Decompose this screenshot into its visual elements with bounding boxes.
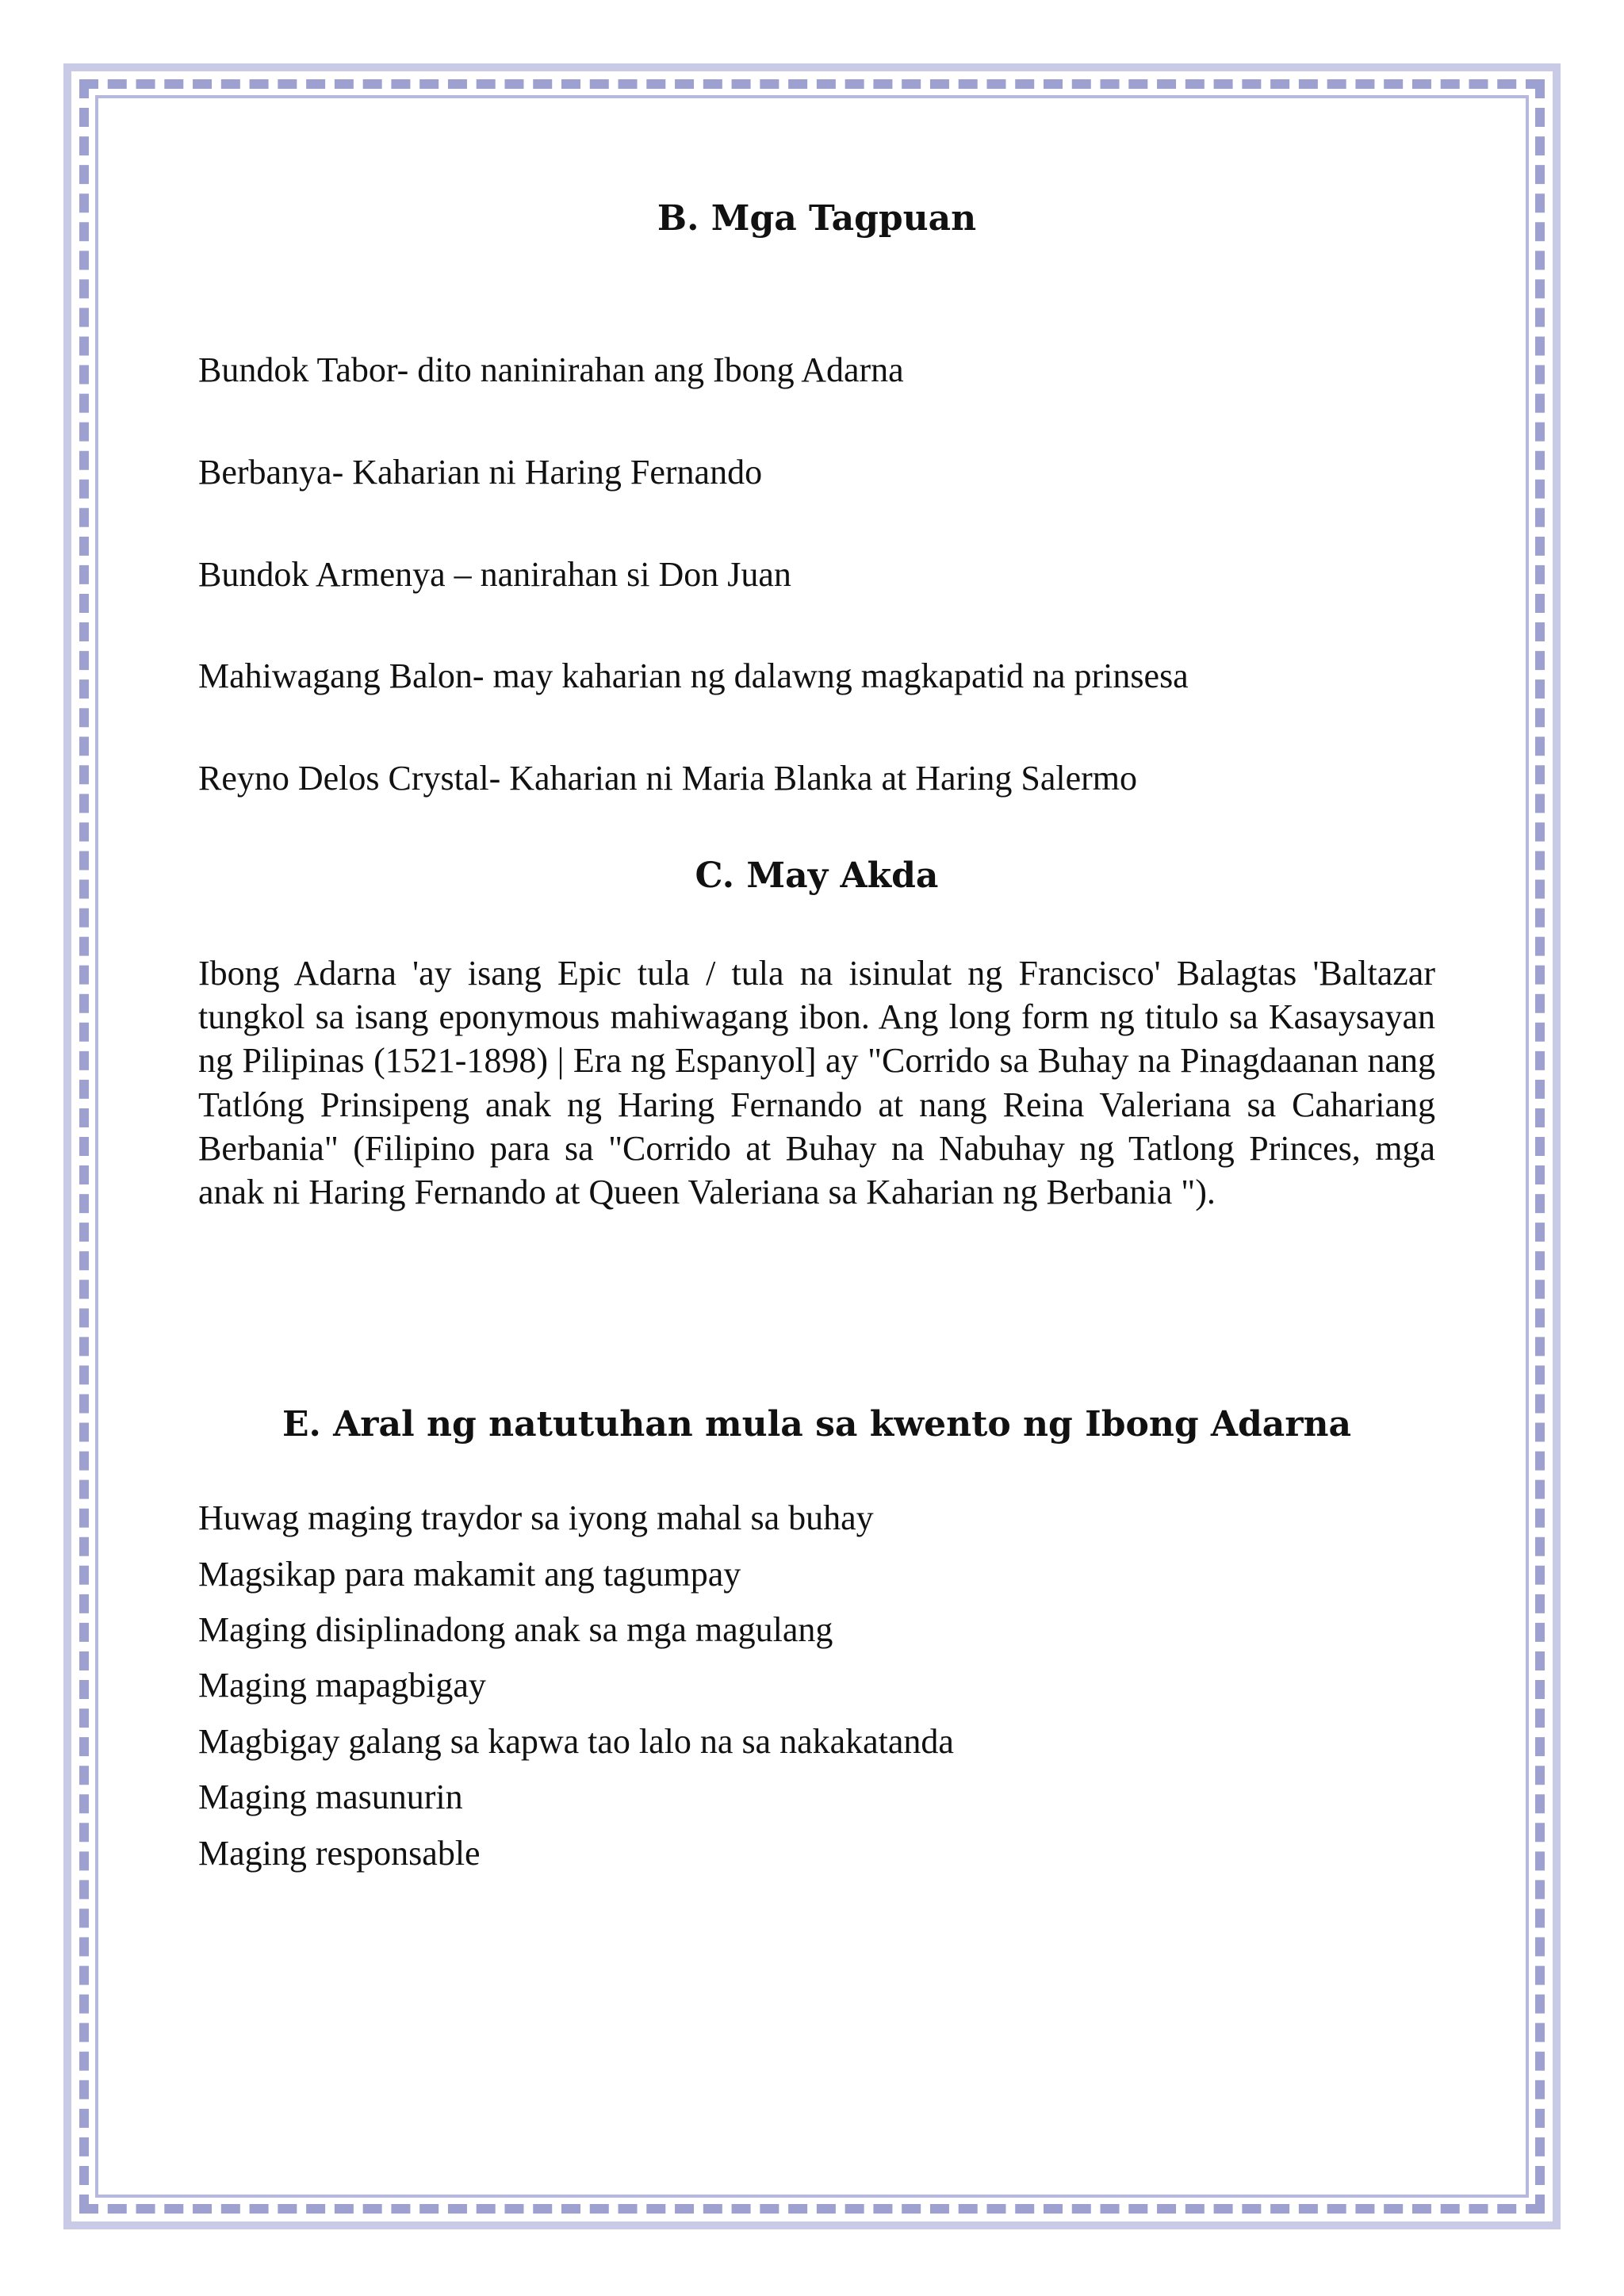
section-title-akda: C. May Akda (695, 855, 939, 896)
aral-item: Maging responsable (198, 1833, 481, 1873)
aral-item: Maging masunurin (198, 1777, 463, 1817)
aral-item: Maging mapagbigay (198, 1666, 486, 1705)
akda-paragraph: Ibong Adarna 'ay isang Epic tula / tula na isinulat ng Francisco' Balagtas 'Baltazar tungkol sa isang eponymous mahiwagang ibon. Ang long form ng titulo sa Kasaysayan ng Pilipinas (1521-1898) | Era ng Espanyol] ay "Corrido sa Buhay na Pinagdaanan nang Tatlóng Prinsipeng anak ng Haring Fernando at nang Reina Valeriana sa Cahariang Berbania" (Filipino para sa "Corrido at Buhay na Nabuhay ng Tatlong Princes, mga anak ni Haring Fernando at Queen Valeriana sa Kaharian ng Berbania "). (198, 953, 1435, 1212)
section-title-tagpuan: B. Mga Tagpuan (657, 198, 977, 239)
aral-list (198, 1490, 1435, 1881)
tagpuan-item: Mahiwagang Balon- may kaharian ng dalawng magkapatid na prinsesa (198, 656, 1189, 696)
tagpuan-list (198, 350, 1435, 800)
tagpuan-item: Bundok Tabor- dito naninirahan ang Ibong Adarna (198, 350, 904, 389)
aral-item: Maging disiplinadong anak sa mga magulang (198, 1610, 833, 1650)
document-body (198, 182, 1435, 1881)
tagpuan-item: Reyno Delos Crystal- Kaharian ni Maria Blanka at Haring Salermo (198, 759, 1138, 798)
aral-item: Magsikap para makamit ang tagumpay (198, 1554, 741, 1594)
tagpuan-item: Bundok Armenya – nanirahan si Don Juan (198, 554, 791, 594)
aral-item: Huwag maging traydor sa iyong mahal sa buhay (198, 1498, 874, 1538)
aral-item: Magbigay galang sa kapwa tao lalo na sa nakakatanda (198, 1721, 954, 1761)
section-title-aral: E. Aral ng natutuhan mula sa kwento ng Ibong Adarna (282, 1404, 1351, 1445)
tagpuan-item: Berbanya- Kaharian ni Haring Fernando (198, 452, 763, 492)
